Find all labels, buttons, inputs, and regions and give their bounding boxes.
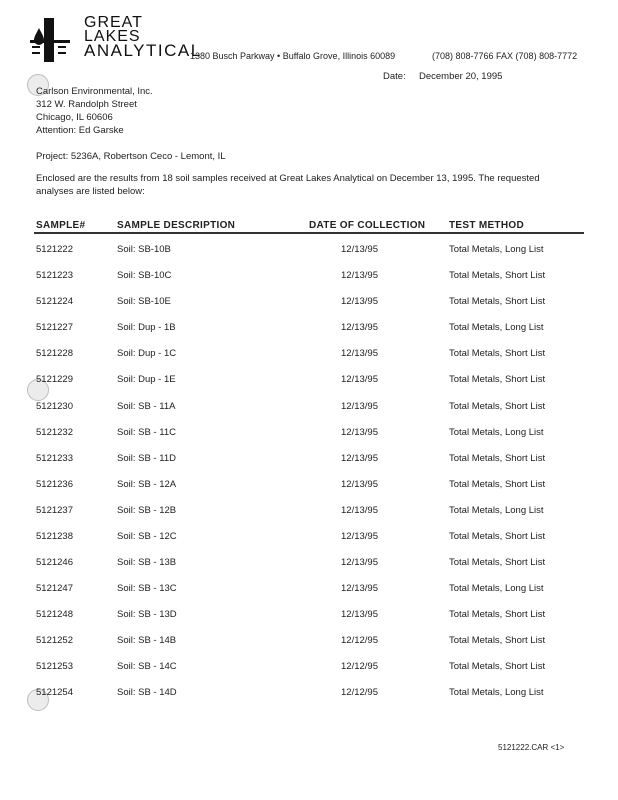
date-line <box>383 71 502 82</box>
company-name-line: GREAT <box>84 14 143 31</box>
cell-method: Total Metals, Short List <box>449 374 546 385</box>
cell-description: Soil: SB - 14D <box>117 687 177 698</box>
company-name <box>84 16 202 58</box>
cell-date: 12/13/95 <box>341 427 378 438</box>
cell-description: Soil: SB - 14B <box>117 635 177 646</box>
cell-date: 12/13/95 <box>341 479 378 490</box>
cell-description: Soil: Dup - 1E <box>117 374 176 385</box>
cell-date: 12/13/95 <box>341 322 378 333</box>
cell-date: 12/13/95 <box>341 401 378 412</box>
company-name-line: LAKES <box>84 28 141 45</box>
cell-method: Total Metals, Long List <box>449 583 544 594</box>
cell-method: Total Metals, Long List <box>449 322 544 333</box>
cell-date: 12/13/95 <box>341 531 378 542</box>
column-header-date: DATE OF COLLECTION <box>309 220 426 231</box>
cell-sample: 5121228 <box>36 348 73 359</box>
recipient-street: 312 W. Randolph Street <box>36 99 137 110</box>
table-row <box>0 583 618 597</box>
cell-date: 12/13/95 <box>341 583 378 594</box>
table-row <box>0 531 618 545</box>
recipient-city: Chicago, IL 60606 <box>36 112 113 123</box>
cell-description: Soil: SB - 13D <box>117 609 177 620</box>
cell-sample: 5121227 <box>36 322 73 333</box>
cell-method: Total Metals, Short List <box>449 479 546 490</box>
table-row <box>0 505 618 519</box>
cell-method: Total Metals, Short List <box>449 635 546 646</box>
cell-sample: 5121237 <box>36 505 73 516</box>
cell-sample: 5121223 <box>36 270 73 281</box>
cell-date: 12/13/95 <box>341 244 378 255</box>
cell-description: Soil: Dup - 1C <box>117 348 177 359</box>
cell-sample: 5121252 <box>36 635 73 646</box>
cell-sample: 5121246 <box>36 557 73 568</box>
company-address: 1380 Busch Parkway • Buffalo Grove, Illinois 60089 <box>190 51 396 61</box>
cell-method: Total Metals, Short List <box>449 453 546 464</box>
cell-method: Total Metals, Short List <box>449 401 546 412</box>
cell-sample: 5121253 <box>36 661 73 672</box>
cell-date: 12/13/95 <box>341 557 378 568</box>
cell-method: Total Metals, Long List <box>449 427 544 438</box>
cell-sample: 5121229 <box>36 374 73 385</box>
intro-line: analyses are listed below: <box>36 186 145 197</box>
date-value: December 20, 1995 <box>419 71 503 82</box>
cell-description: Soil: SB - 13C <box>117 583 177 594</box>
cell-date: 12/13/95 <box>341 374 378 385</box>
cell-description: Soil: Dup - 1B <box>117 322 176 333</box>
cell-description: Soil: SB-10B <box>117 244 171 255</box>
column-header-method: TEST METHOD <box>449 220 524 231</box>
table-row <box>0 427 618 441</box>
cell-method: Total Metals, Short List <box>449 270 546 281</box>
cell-description: Soil: SB-10E <box>117 296 171 307</box>
cell-method: Total Metals, Long List <box>449 244 544 255</box>
table-row <box>0 348 618 362</box>
company-phone: (708) 808-7766 FAX (708) 808-7772 <box>432 51 578 61</box>
table-row <box>0 609 618 623</box>
company-logo-icon <box>30 18 70 62</box>
cell-description: Soil: SB - 14C <box>117 661 177 672</box>
cell-method: Total Metals, Short List <box>449 557 546 568</box>
table-row <box>0 479 618 493</box>
cell-sample: 5121236 <box>36 479 73 490</box>
cell-method: Total Metals, Short List <box>449 348 546 359</box>
cell-date: 12/13/95 <box>341 296 378 307</box>
table-row <box>0 296 618 310</box>
cell-description: Soil: SB - 11D <box>117 453 176 464</box>
cell-date: 12/13/95 <box>341 348 378 359</box>
table-row <box>0 661 618 675</box>
cell-date: 12/13/95 <box>341 270 378 281</box>
project-line: Project: 5236A, Robertson Ceco - Lemont, IL <box>36 151 226 162</box>
cell-method: Total Metals, Long List <box>449 505 544 516</box>
cell-sample: 5121230 <box>36 401 73 412</box>
cell-method: Total Metals, Short List <box>449 531 546 542</box>
cell-method: Total Metals, Short List <box>449 609 546 620</box>
recipient-attention: Attention: Ed Garske <box>36 125 124 136</box>
cell-sample: 5121222 <box>36 244 73 255</box>
column-header-sample: SAMPLE# <box>36 220 86 231</box>
recipient-company: Carlson Environmental, Inc. <box>36 86 153 97</box>
cell-date: 12/12/95 <box>341 635 378 646</box>
cell-description: Soil: SB-10C <box>117 270 172 281</box>
cell-date: 12/12/95 <box>341 687 378 698</box>
cell-method: Total Metals, Long List <box>449 687 544 698</box>
table-row <box>0 453 618 467</box>
cell-description: Soil: SB - 11C <box>117 427 176 438</box>
table-row <box>0 635 618 649</box>
cell-sample: 5121232 <box>36 427 73 438</box>
cell-sample: 5121238 <box>36 531 73 542</box>
cell-sample: 5121224 <box>36 296 73 307</box>
intro-line: Enclosed are the results from 18 soil samples received at Great Lakes Analytical on December 13, 1995. The requested <box>36 173 540 184</box>
cell-description: Soil: SB - 12C <box>117 531 177 542</box>
table-row <box>0 270 618 284</box>
cell-date: 12/13/95 <box>341 505 378 516</box>
column-header-description: SAMPLE DESCRIPTION <box>117 220 236 231</box>
page-footer: 5121222.CAR <1> <box>498 743 565 752</box>
cell-description: Soil: SB - 13B <box>117 557 177 568</box>
cell-date: 12/13/95 <box>341 453 378 464</box>
cell-description: Soil: SB - 11A <box>117 401 176 412</box>
cell-sample: 5121247 <box>36 583 73 594</box>
date-label: Date: <box>383 71 406 82</box>
cell-description: Soil: SB - 12A <box>117 479 177 490</box>
header-rule <box>34 232 584 234</box>
cell-sample: 5121254 <box>36 687 73 698</box>
cell-date: 12/13/95 <box>341 609 378 620</box>
table-row <box>0 322 618 336</box>
table-row <box>0 401 618 415</box>
company-name-line: ANALYTICAL <box>84 41 202 60</box>
cell-date: 12/12/95 <box>341 661 378 672</box>
table-row <box>0 557 618 571</box>
cell-method: Total Metals, Short List <box>449 296 546 307</box>
cell-method: Total Metals, Short List <box>449 661 546 672</box>
cell-sample: 5121233 <box>36 453 73 464</box>
cell-description: Soil: SB - 12B <box>117 505 177 516</box>
cell-sample: 5121248 <box>36 609 73 620</box>
table-row <box>0 244 618 258</box>
table-row <box>0 687 618 701</box>
table-row <box>0 374 618 388</box>
